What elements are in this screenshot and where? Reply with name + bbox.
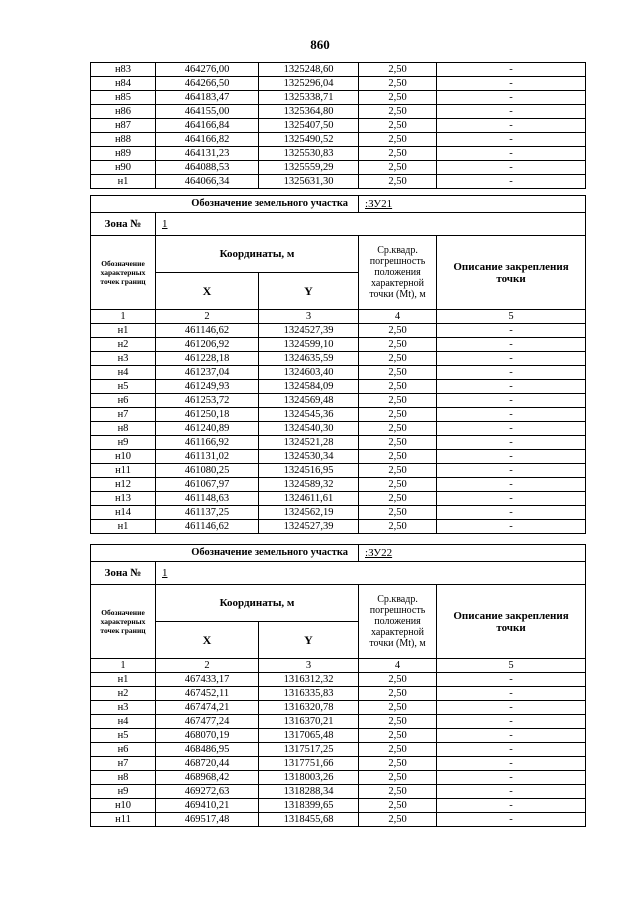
- zone-number: 1: [156, 213, 586, 236]
- accuracy-cell: 2,50: [359, 478, 437, 492]
- y-coord-cell: 1324589,32: [259, 478, 359, 492]
- description-cell: -: [437, 743, 586, 757]
- x-coord-cell: 461228,18: [156, 352, 259, 366]
- table-row: [91, 105, 586, 119]
- table-row: [91, 757, 586, 771]
- description-cell: -: [437, 701, 586, 715]
- point-id-cell: н2: [91, 338, 156, 352]
- description-cell: -: [437, 324, 586, 338]
- description-cell: -: [437, 799, 586, 813]
- y-coord-cell: 1324599,10: [259, 338, 359, 352]
- table-row: [91, 394, 586, 408]
- point-id-cell: н5: [91, 729, 156, 743]
- table-row: [91, 436, 586, 450]
- x-coord-cell: 461250,18: [156, 408, 259, 422]
- y-coord-cell: 1325248,60: [259, 63, 359, 77]
- point-id-cell: н6: [91, 394, 156, 408]
- table-row: [91, 119, 586, 133]
- x-coord-cell: 461137,25: [156, 506, 259, 520]
- x-coord-cell: 469410,21: [156, 799, 259, 813]
- y-header: Y: [259, 622, 359, 659]
- x-coord-cell: 461249,93: [156, 380, 259, 394]
- y-coord-cell: 1325530,83: [259, 147, 359, 161]
- plot-id: :ЗУ22: [359, 545, 586, 562]
- point-id-cell: н7: [91, 408, 156, 422]
- accuracy-cell: 2,50: [359, 492, 437, 506]
- accuracy-header: Ср.квадр. погрешность положения характерной точки (Мt), м: [359, 236, 437, 310]
- table-row: [91, 813, 586, 827]
- x-coord-cell: 464166,82: [156, 133, 259, 147]
- accuracy-cell: 2,50: [359, 506, 437, 520]
- point-id-cell: н8: [91, 771, 156, 785]
- description-cell: -: [437, 729, 586, 743]
- y-coord-cell: 1324611,61: [259, 492, 359, 506]
- accuracy-cell: 2,50: [359, 338, 437, 352]
- accuracy-cell: 2,50: [359, 450, 437, 464]
- y-coord-cell: 1324540,30: [259, 422, 359, 436]
- point-id-cell: н90: [91, 161, 156, 175]
- column-number-row: [91, 659, 586, 673]
- y-coord-cell: 1316335,83: [259, 687, 359, 701]
- y-coord-cell: 1324569,48: [259, 394, 359, 408]
- description-cell: -: [437, 422, 586, 436]
- description-header: Описание закрепления точки: [437, 585, 586, 659]
- column-number: 2: [156, 310, 259, 324]
- description-cell: -: [437, 506, 586, 520]
- description-cell: -: [437, 771, 586, 785]
- x-coord-cell: 467452,11: [156, 687, 259, 701]
- point-id-cell: н86: [91, 105, 156, 119]
- accuracy-cell: 2,50: [359, 119, 437, 133]
- description-cell: -: [437, 119, 586, 133]
- zone-row: [91, 562, 586, 585]
- point-id-cell: н1: [91, 520, 156, 534]
- y-coord-cell: 1324584,09: [259, 380, 359, 394]
- y-coord-cell: 1316312,32: [259, 673, 359, 687]
- table-row: [91, 133, 586, 147]
- column-number: 4: [359, 659, 437, 673]
- header-row: [91, 585, 586, 622]
- point-id-cell: н11: [91, 813, 156, 827]
- description-cell: -: [437, 520, 586, 534]
- description-cell: -: [437, 478, 586, 492]
- accuracy-cell: 2,50: [359, 380, 437, 394]
- table-row: [91, 338, 586, 352]
- description-cell: -: [437, 63, 586, 77]
- description-cell: -: [437, 464, 586, 478]
- table-row: [91, 77, 586, 91]
- column-number: 5: [437, 310, 586, 324]
- point-id-cell: н3: [91, 701, 156, 715]
- point-id-cell: н4: [91, 366, 156, 380]
- description-cell: -: [437, 492, 586, 506]
- point-id-cell: н8: [91, 422, 156, 436]
- y-header: Y: [259, 273, 359, 310]
- column-number: 3: [259, 310, 359, 324]
- point-id-cell: н6: [91, 743, 156, 757]
- table-row: [91, 147, 586, 161]
- x-coord-cell: 461146,62: [156, 324, 259, 338]
- coordinates-header: Координаты, м: [156, 236, 359, 273]
- plot-label-row: [91, 196, 586, 213]
- x-coord-cell: 468720,44: [156, 757, 259, 771]
- table-row: [91, 701, 586, 715]
- table-row: [91, 771, 586, 785]
- y-coord-cell: 1318288,34: [259, 785, 359, 799]
- column-number: 1: [91, 659, 156, 673]
- description-cell: -: [437, 757, 586, 771]
- table-row: [91, 785, 586, 799]
- section-table-zu22: [90, 544, 586, 827]
- plot-label: Обозначение земельного участка: [91, 196, 359, 213]
- point-id-cell: н4: [91, 715, 156, 729]
- description-cell: -: [437, 161, 586, 175]
- table-row: [91, 673, 586, 687]
- table-row: [91, 380, 586, 394]
- point-id-cell: н2: [91, 687, 156, 701]
- y-coord-cell: 1316370,21: [259, 715, 359, 729]
- column-number-row: [91, 310, 586, 324]
- y-coord-cell: 1325296,04: [259, 77, 359, 91]
- zone-row: [91, 213, 586, 236]
- description-cell: -: [437, 408, 586, 422]
- table-row: [91, 91, 586, 105]
- description-cell: -: [437, 366, 586, 380]
- table-row: [91, 478, 586, 492]
- accuracy-cell: 2,50: [359, 161, 437, 175]
- description-cell: -: [437, 352, 586, 366]
- table-row: [91, 687, 586, 701]
- description-cell: -: [437, 105, 586, 119]
- table-row: [91, 715, 586, 729]
- x-coord-cell: 467474,21: [156, 701, 259, 715]
- accuracy-cell: 2,50: [359, 133, 437, 147]
- column-number: 1: [91, 310, 156, 324]
- description-cell: -: [437, 450, 586, 464]
- table-row: [91, 63, 586, 77]
- x-coord-cell: 464276,00: [156, 63, 259, 77]
- table-row: [91, 520, 586, 534]
- y-coord-cell: 1318399,65: [259, 799, 359, 813]
- accuracy-cell: 2,50: [359, 324, 437, 338]
- x-coord-cell: 461253,72: [156, 394, 259, 408]
- coordinates-header: Координаты, м: [156, 585, 359, 622]
- x-header: X: [156, 273, 259, 310]
- y-coord-cell: 1324516,95: [259, 464, 359, 478]
- accuracy-cell: 2,50: [359, 743, 437, 757]
- x-coord-cell: 464131,23: [156, 147, 259, 161]
- y-coord-cell: 1317517,25: [259, 743, 359, 757]
- y-coord-cell: 1316320,78: [259, 701, 359, 715]
- x-coord-cell: 464183,47: [156, 91, 259, 105]
- point-id-cell: н83: [91, 63, 156, 77]
- table-row: [91, 161, 586, 175]
- zone-label: Зона №: [91, 213, 156, 236]
- y-coord-cell: 1325631,30: [259, 175, 359, 189]
- accuracy-cell: 2,50: [359, 436, 437, 450]
- accuracy-cell: 2,50: [359, 813, 437, 827]
- point-id-cell: н89: [91, 147, 156, 161]
- y-coord-cell: 1325559,29: [259, 161, 359, 175]
- y-coord-cell: 1324603,40: [259, 366, 359, 380]
- description-cell: -: [437, 380, 586, 394]
- accuracy-cell: 2,50: [359, 729, 437, 743]
- accuracy-cell: 2,50: [359, 394, 437, 408]
- point-column-header: Обозначение характерных точек границ: [91, 236, 156, 310]
- y-coord-cell: 1325338,71: [259, 91, 359, 105]
- page-number: 860: [310, 37, 330, 52]
- accuracy-cell: 2,50: [359, 785, 437, 799]
- description-cell: -: [437, 91, 586, 105]
- description-cell: -: [437, 813, 586, 827]
- x-coord-cell: 464066,34: [156, 175, 259, 189]
- y-coord-cell: 1318455,68: [259, 813, 359, 827]
- accuracy-cell: 2,50: [359, 77, 437, 91]
- zone-label: Зона №: [91, 562, 156, 585]
- y-coord-cell: 1324545,36: [259, 408, 359, 422]
- plot-label-row: [91, 545, 586, 562]
- table-row: [91, 729, 586, 743]
- point-column-header: Обозначение характерных точек границ: [91, 585, 156, 659]
- point-id-cell: н10: [91, 799, 156, 813]
- point-id-cell: н7: [91, 757, 156, 771]
- x-coord-cell: 464155,00: [156, 105, 259, 119]
- point-id-cell: н12: [91, 478, 156, 492]
- table-row: [91, 408, 586, 422]
- y-coord-cell: 1317065,48: [259, 729, 359, 743]
- table-row: [91, 352, 586, 366]
- x-coord-cell: 464088,53: [156, 161, 259, 175]
- table-row: [91, 492, 586, 506]
- y-coord-cell: 1318003,26: [259, 771, 359, 785]
- column-number: 2: [156, 659, 259, 673]
- accuracy-cell: 2,50: [359, 520, 437, 534]
- coordinates-table: [90, 62, 586, 189]
- point-id-cell: н88: [91, 133, 156, 147]
- description-cell: -: [437, 687, 586, 701]
- y-coord-cell: 1324562,19: [259, 506, 359, 520]
- description-header: Описание закрепления точки: [437, 236, 586, 310]
- point-id-cell: н1: [91, 324, 156, 338]
- accuracy-cell: 2,50: [359, 175, 437, 189]
- table-row: [91, 324, 586, 338]
- accuracy-cell: 2,50: [359, 799, 437, 813]
- description-cell: -: [437, 175, 586, 189]
- point-id-cell: н9: [91, 436, 156, 450]
- x-coord-cell: 468070,19: [156, 729, 259, 743]
- column-number: 5: [437, 659, 586, 673]
- y-coord-cell: 1324521,28: [259, 436, 359, 450]
- description-cell: -: [437, 715, 586, 729]
- x-coord-cell: 467477,24: [156, 715, 259, 729]
- table-row: [91, 464, 586, 478]
- point-id-cell: н9: [91, 785, 156, 799]
- x-coord-cell: 469272,63: [156, 785, 259, 799]
- table-row: [91, 450, 586, 464]
- y-coord-cell: 1324527,39: [259, 324, 359, 338]
- x-coord-cell: 468968,42: [156, 771, 259, 785]
- x-coord-cell: 461080,25: [156, 464, 259, 478]
- y-coord-cell: 1325407,50: [259, 119, 359, 133]
- accuracy-cell: 2,50: [359, 63, 437, 77]
- accuracy-cell: 2,50: [359, 366, 437, 380]
- accuracy-cell: 2,50: [359, 352, 437, 366]
- y-coord-cell: 1324635,59: [259, 352, 359, 366]
- table-row: [91, 422, 586, 436]
- x-coord-cell: 467433,17: [156, 673, 259, 687]
- point-id-cell: н13: [91, 492, 156, 506]
- x-coord-cell: 461067,97: [156, 478, 259, 492]
- x-coord-cell: 464166,84: [156, 119, 259, 133]
- point-id-cell: н11: [91, 464, 156, 478]
- accuracy-cell: 2,50: [359, 91, 437, 105]
- point-id-cell: н1: [91, 673, 156, 687]
- point-id-cell: н10: [91, 450, 156, 464]
- accuracy-cell: 2,50: [359, 715, 437, 729]
- y-coord-cell: 1325364,80: [259, 105, 359, 119]
- section-table-zu21: [90, 195, 586, 534]
- y-coord-cell: 1324530,34: [259, 450, 359, 464]
- x-coord-cell: 461206,92: [156, 338, 259, 352]
- accuracy-cell: 2,50: [359, 422, 437, 436]
- accuracy-cell: 2,50: [359, 105, 437, 119]
- table-row: [91, 743, 586, 757]
- x-coord-cell: 461237,04: [156, 366, 259, 380]
- header-row: [91, 236, 586, 273]
- accuracy-cell: 2,50: [359, 673, 437, 687]
- x-coord-cell: 469517,48: [156, 813, 259, 827]
- accuracy-cell: 2,50: [359, 687, 437, 701]
- description-cell: -: [437, 394, 586, 408]
- y-coord-cell: 1317751,66: [259, 757, 359, 771]
- table-row: [91, 366, 586, 380]
- accuracy-cell: 2,50: [359, 771, 437, 785]
- point-id-cell: н84: [91, 77, 156, 91]
- description-cell: -: [437, 77, 586, 91]
- description-cell: -: [437, 338, 586, 352]
- x-coord-cell: 464266,50: [156, 77, 259, 91]
- description-cell: -: [437, 436, 586, 450]
- point-id-cell: н85: [91, 91, 156, 105]
- table-row: [91, 799, 586, 813]
- point-id-cell: н14: [91, 506, 156, 520]
- table-row: [91, 506, 586, 520]
- description-cell: -: [437, 785, 586, 799]
- column-number: 3: [259, 659, 359, 673]
- table-row: [91, 175, 586, 189]
- point-id-cell: н87: [91, 119, 156, 133]
- x-coord-cell: 468486,95: [156, 743, 259, 757]
- x-coord-cell: 461240,89: [156, 422, 259, 436]
- column-number: 4: [359, 310, 437, 324]
- y-coord-cell: 1324527,39: [259, 520, 359, 534]
- description-cell: -: [437, 147, 586, 161]
- x-coord-cell: 461166,92: [156, 436, 259, 450]
- accuracy-cell: 2,50: [359, 757, 437, 771]
- plot-id: :ЗУ21: [359, 196, 586, 213]
- description-cell: -: [437, 133, 586, 147]
- point-id-cell: н1: [91, 175, 156, 189]
- accuracy-header: Ср.квадр. погрешность положения характерной точки (Мt), м: [359, 585, 437, 659]
- x-coord-cell: 461131,02: [156, 450, 259, 464]
- point-id-cell: н5: [91, 380, 156, 394]
- accuracy-cell: 2,50: [359, 464, 437, 478]
- y-coord-cell: 1325490,52: [259, 133, 359, 147]
- accuracy-cell: 2,50: [359, 701, 437, 715]
- accuracy-cell: 2,50: [359, 408, 437, 422]
- x-coord-cell: 461148,63: [156, 492, 259, 506]
- x-coord-cell: 461146,62: [156, 520, 259, 534]
- point-id-cell: н3: [91, 352, 156, 366]
- plot-label: Обозначение земельного участка: [91, 545, 359, 562]
- x-header: X: [156, 622, 259, 659]
- zone-number: 1: [156, 562, 586, 585]
- description-cell: -: [437, 673, 586, 687]
- accuracy-cell: 2,50: [359, 147, 437, 161]
